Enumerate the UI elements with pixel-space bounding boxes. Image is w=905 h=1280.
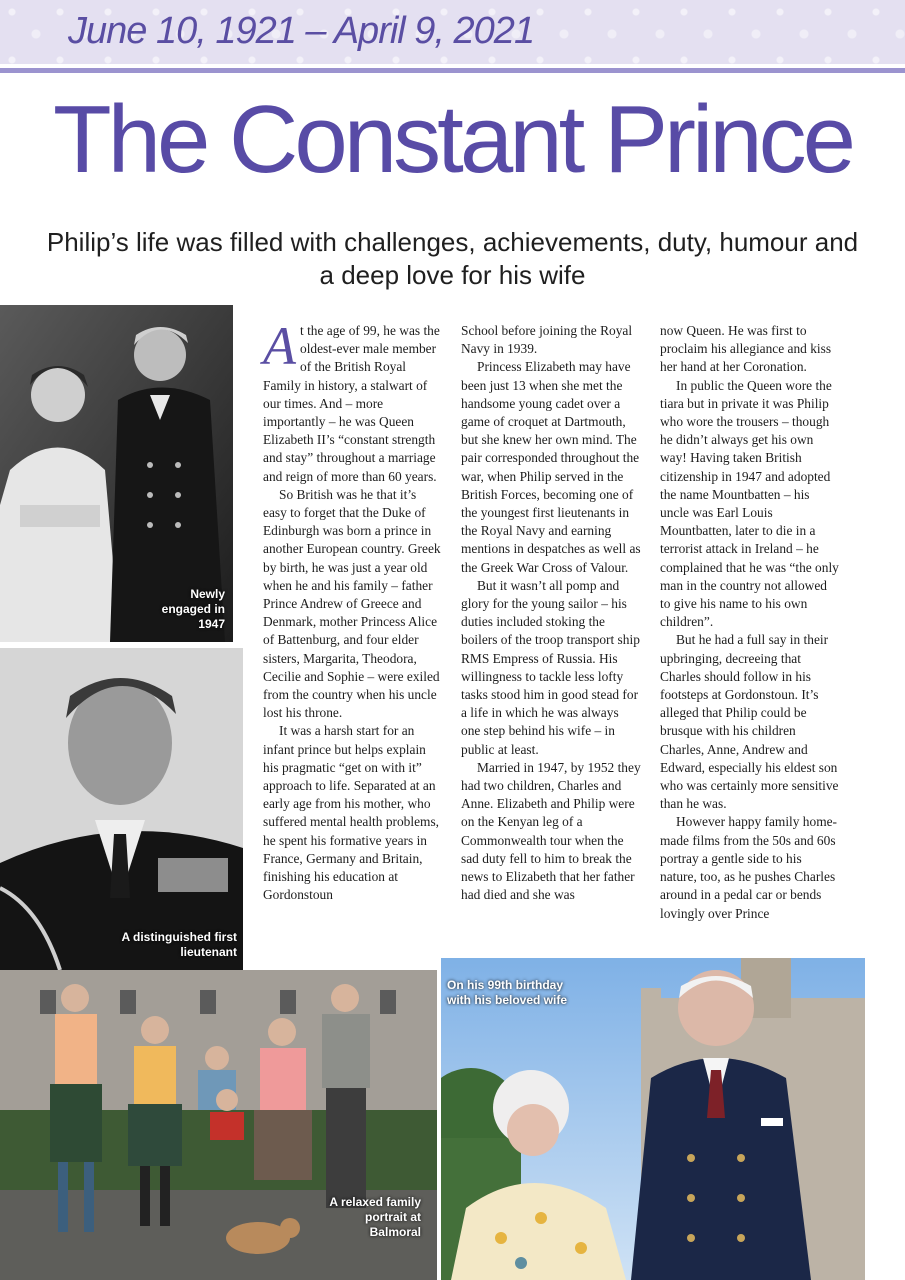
article-column-1: [263, 316, 443, 905]
paragraph: So British was he that it’s easy to forget that the Duke of Edinburgh was born a prince in another European country. Greek by birth, he was just a year old when he and his family – father Prince Andrew of Greece and Denmark, mother Princess Alice of Battenburg, and four elder sisters, Margarita, Theodora, Cecilie and Sophie – were exiled from the country when his uncle lost his throne.: [263, 486, 441, 721]
article-column-3: [660, 322, 840, 923]
caption-balmoral: A relaxed family portrait at Balmoral: [329, 1195, 421, 1239]
paragraph: School before joining the Royal Navy in 1939.: [461, 323, 633, 357]
paragraph: But it wasn’t all pomp and glory for the young sailor – his duties included stoking the boilers of the troop transport ship RMS Empress of Russia. His willingness to tackle less lofty tasks stood him in good stead for a life in which he was always one step behind his wife – in public at least.: [461, 577, 640, 757]
photo-lieutenant-art: [0, 648, 243, 970]
photo-lieutenant: [0, 648, 243, 970]
paragraph: At the age of 99, he was the oldest-ever male member of the British Royal Family in history, a stalwart of our times. And – more importantly – he was Queen Elizabeth II’s “constant strength and stay” throughout a marriage and reign of more than 60 years.: [263, 316, 440, 484]
article-column-2: [461, 322, 641, 905]
caption-engaged: Newly engaged in 1947: [161, 587, 225, 631]
paragraph: It was a harsh start for an infant prince but helps explain his pragmatic “get on with it” approach to life. Separated at an early age from his mother, who suffered mental health problems, he spent his formative years in France, Germany and Britain, finishing his education at Gordonstoun: [263, 723, 440, 903]
drop-cap: A: [263, 316, 296, 376]
page-subtitle: Philip’s life was filled with challenges, achievements, duty, humour and a deep love for his wife: [46, 227, 859, 290]
paragraph: But he had a full say in their upbringing, decreeing that Charles should follow in his footsteps at Gordonstoun. It’s alleged that Philip could be brusque with his children Charles, Anne, Andrew and Edward, especially his eldest son who was certainly more sensitive than he was.: [660, 632, 839, 812]
photo-engaged: [0, 305, 233, 642]
caption-birthday: On his 99th birthday with his beloved wife: [447, 978, 568, 1007]
paragraph: In public the Queen wore the tiara but in private it was Philip who wore the trousers – though he didn’t always get his own way! Having taken British citizenship in 1947 and adopted the name Mountbatten – his uncle was Earl Louis Mountbatten, later to die in a terrorist attack in Ireland – he complained that he was “the only man in the country not allowed to give his name to his own children”.: [660, 377, 839, 630]
header-rule: [0, 68, 905, 73]
paragraph: However happy family home-made films from the 50s and 60s portray a gentle side to his nature, too, as he pushes Charles around in a pedal car or bends lovingly over Prince: [660, 814, 838, 921]
photo-birthday: [441, 958, 865, 1280]
page-title: The Constant Prince: [52, 86, 853, 193]
photo-balmoral: [0, 970, 437, 1280]
date-line: June 10, 1921 – April 9, 2021: [68, 10, 535, 52]
paragraph: now Queen. He was first to proclaim his allegiance and kiss her hand at her Coronation.: [660, 323, 832, 375]
paragraph: Married in 1947, by 1952 they had two children, Charles and Anne. Elizabeth and Philip were on the Kenyan leg of a Commonwealth tour when the sad duty fell to him to break the news to Elizabeth that her father had died and she was: [461, 759, 641, 903]
caption-lieutenant: A distinguished first lieutenant: [121, 930, 237, 959]
paragraph: Princess Elizabeth may have been just 13 when she met the handsome young cadet over a game of croquet at Dartmouth, but she knew her own mind. The pair corresponded throughout the war, when Philip served in the British Forces, becoming one of the youngest first lieutenants in the Royal Navy and earning mentions in despatches as well as the Greek War Cross of Valour.: [461, 359, 641, 575]
